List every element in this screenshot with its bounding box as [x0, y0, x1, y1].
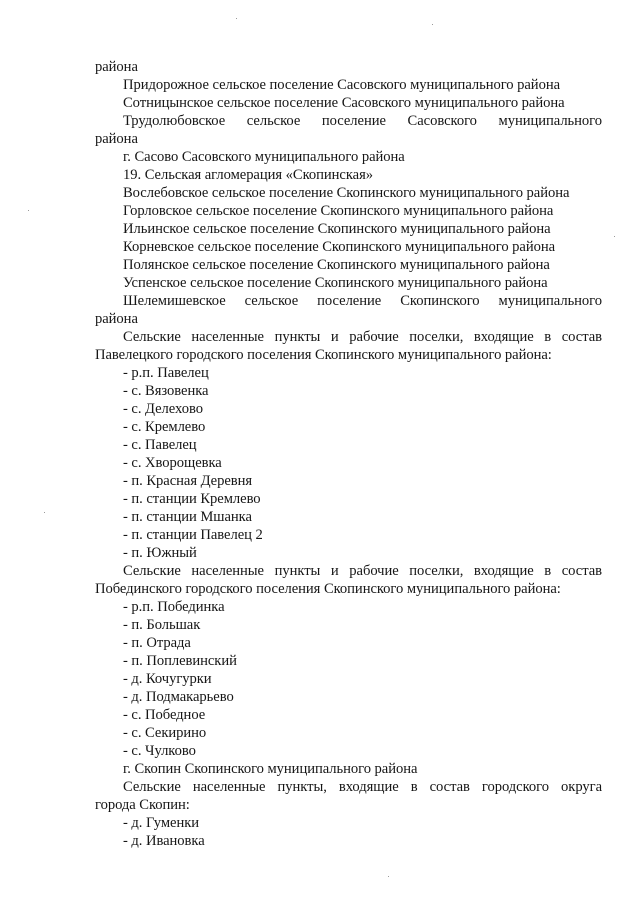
text-line: района	[95, 59, 138, 75]
text-line: Сельские населенные пункты и рабочие поселки, входящие в состав	[123, 563, 602, 579]
text-line: Полянское сельское поселение Скопинского муниципального района	[123, 257, 550, 273]
text-line: Придорожное сельское поселение Сасовского муниципального района	[123, 77, 560, 93]
list-item: - п. Отрада	[123, 635, 191, 651]
list-item: - с. Павелец	[123, 437, 197, 453]
text-line: Вослебовское сельское поселение Скопинского муниципального района	[123, 185, 570, 201]
list-item: - р.п. Побединка	[123, 599, 225, 615]
scan-speck	[236, 18, 237, 19]
text-line: района	[95, 131, 138, 147]
list-item: - д. Кочугурки	[123, 671, 212, 687]
text-line: Шелемишевское сельское поселение Скопинского муниципального	[123, 293, 602, 309]
list-item: - п. Южный	[123, 545, 197, 561]
list-item: - д. Подмакарьево	[123, 689, 234, 705]
list-item: - с. Кремлево	[123, 419, 206, 435]
text-line: Сельские населенные пункты и рабочие поселки, входящие в состав	[123, 329, 602, 345]
list-item: - с. Чулково	[123, 743, 196, 759]
list-item: - п. Большак	[123, 617, 201, 633]
list-item: - п. станции Павелец 2	[123, 527, 263, 543]
section-heading: 19. Сельская агломерация «Скопинская»	[123, 167, 373, 183]
text-line: г. Сасово Сасовского муниципального района	[123, 149, 405, 165]
scan-speck	[432, 24, 433, 25]
list-item: - с. Хворощевка	[123, 455, 222, 471]
list-item: - п. Красная Деревня	[123, 473, 253, 489]
text-line: района	[95, 311, 138, 327]
text-line: Корневское сельское поселение Скопинского муниципального района	[123, 239, 556, 255]
list-item: - с. Вязовенка	[123, 383, 209, 399]
list-item: - п. станции Мшанка	[123, 509, 252, 525]
list-item: - д. Ивановка	[123, 833, 205, 849]
scan-speck	[388, 876, 389, 877]
text-line: Горловское сельское поселение Скопинского муниципального района	[123, 203, 554, 219]
text-line: Павелецкого городского поселения Скопинского муниципального района:	[95, 347, 552, 363]
scan-speck	[44, 512, 45, 513]
list-item: - д. Гуменки	[123, 815, 200, 831]
text-line: города Скопин:	[95, 797, 190, 813]
scan-speck	[28, 210, 29, 211]
list-item: - с. Победное	[123, 707, 206, 723]
text-line: Успенское сельское поселение Скопинского муниципального района	[123, 275, 548, 291]
list-item: - п. станции Кремлево	[123, 491, 261, 507]
text-line: г. Скопин Скопинского муниципального района	[123, 761, 418, 777]
list-item: - с. Делехово	[123, 401, 203, 417]
list-item: - п. Поплевинский	[123, 653, 237, 669]
list-item: - р.п. Павелец	[123, 365, 209, 381]
text-line: Ильинское сельское поселение Скопинского муниципального района	[123, 221, 551, 237]
list-item: - с. Секирино	[123, 725, 207, 741]
text-line: Трудолюбовское сельское поселение Сасовского муниципального	[123, 113, 602, 129]
text-line: Сельские населенные пункты, входящие в состав городского округа	[123, 779, 602, 795]
text-line: Побединского городского поселения Скопинского муниципального района:	[95, 581, 561, 597]
text-line: Сотницынское сельское поселение Сасовского муниципального района	[123, 95, 565, 111]
scan-speck	[614, 236, 615, 237]
